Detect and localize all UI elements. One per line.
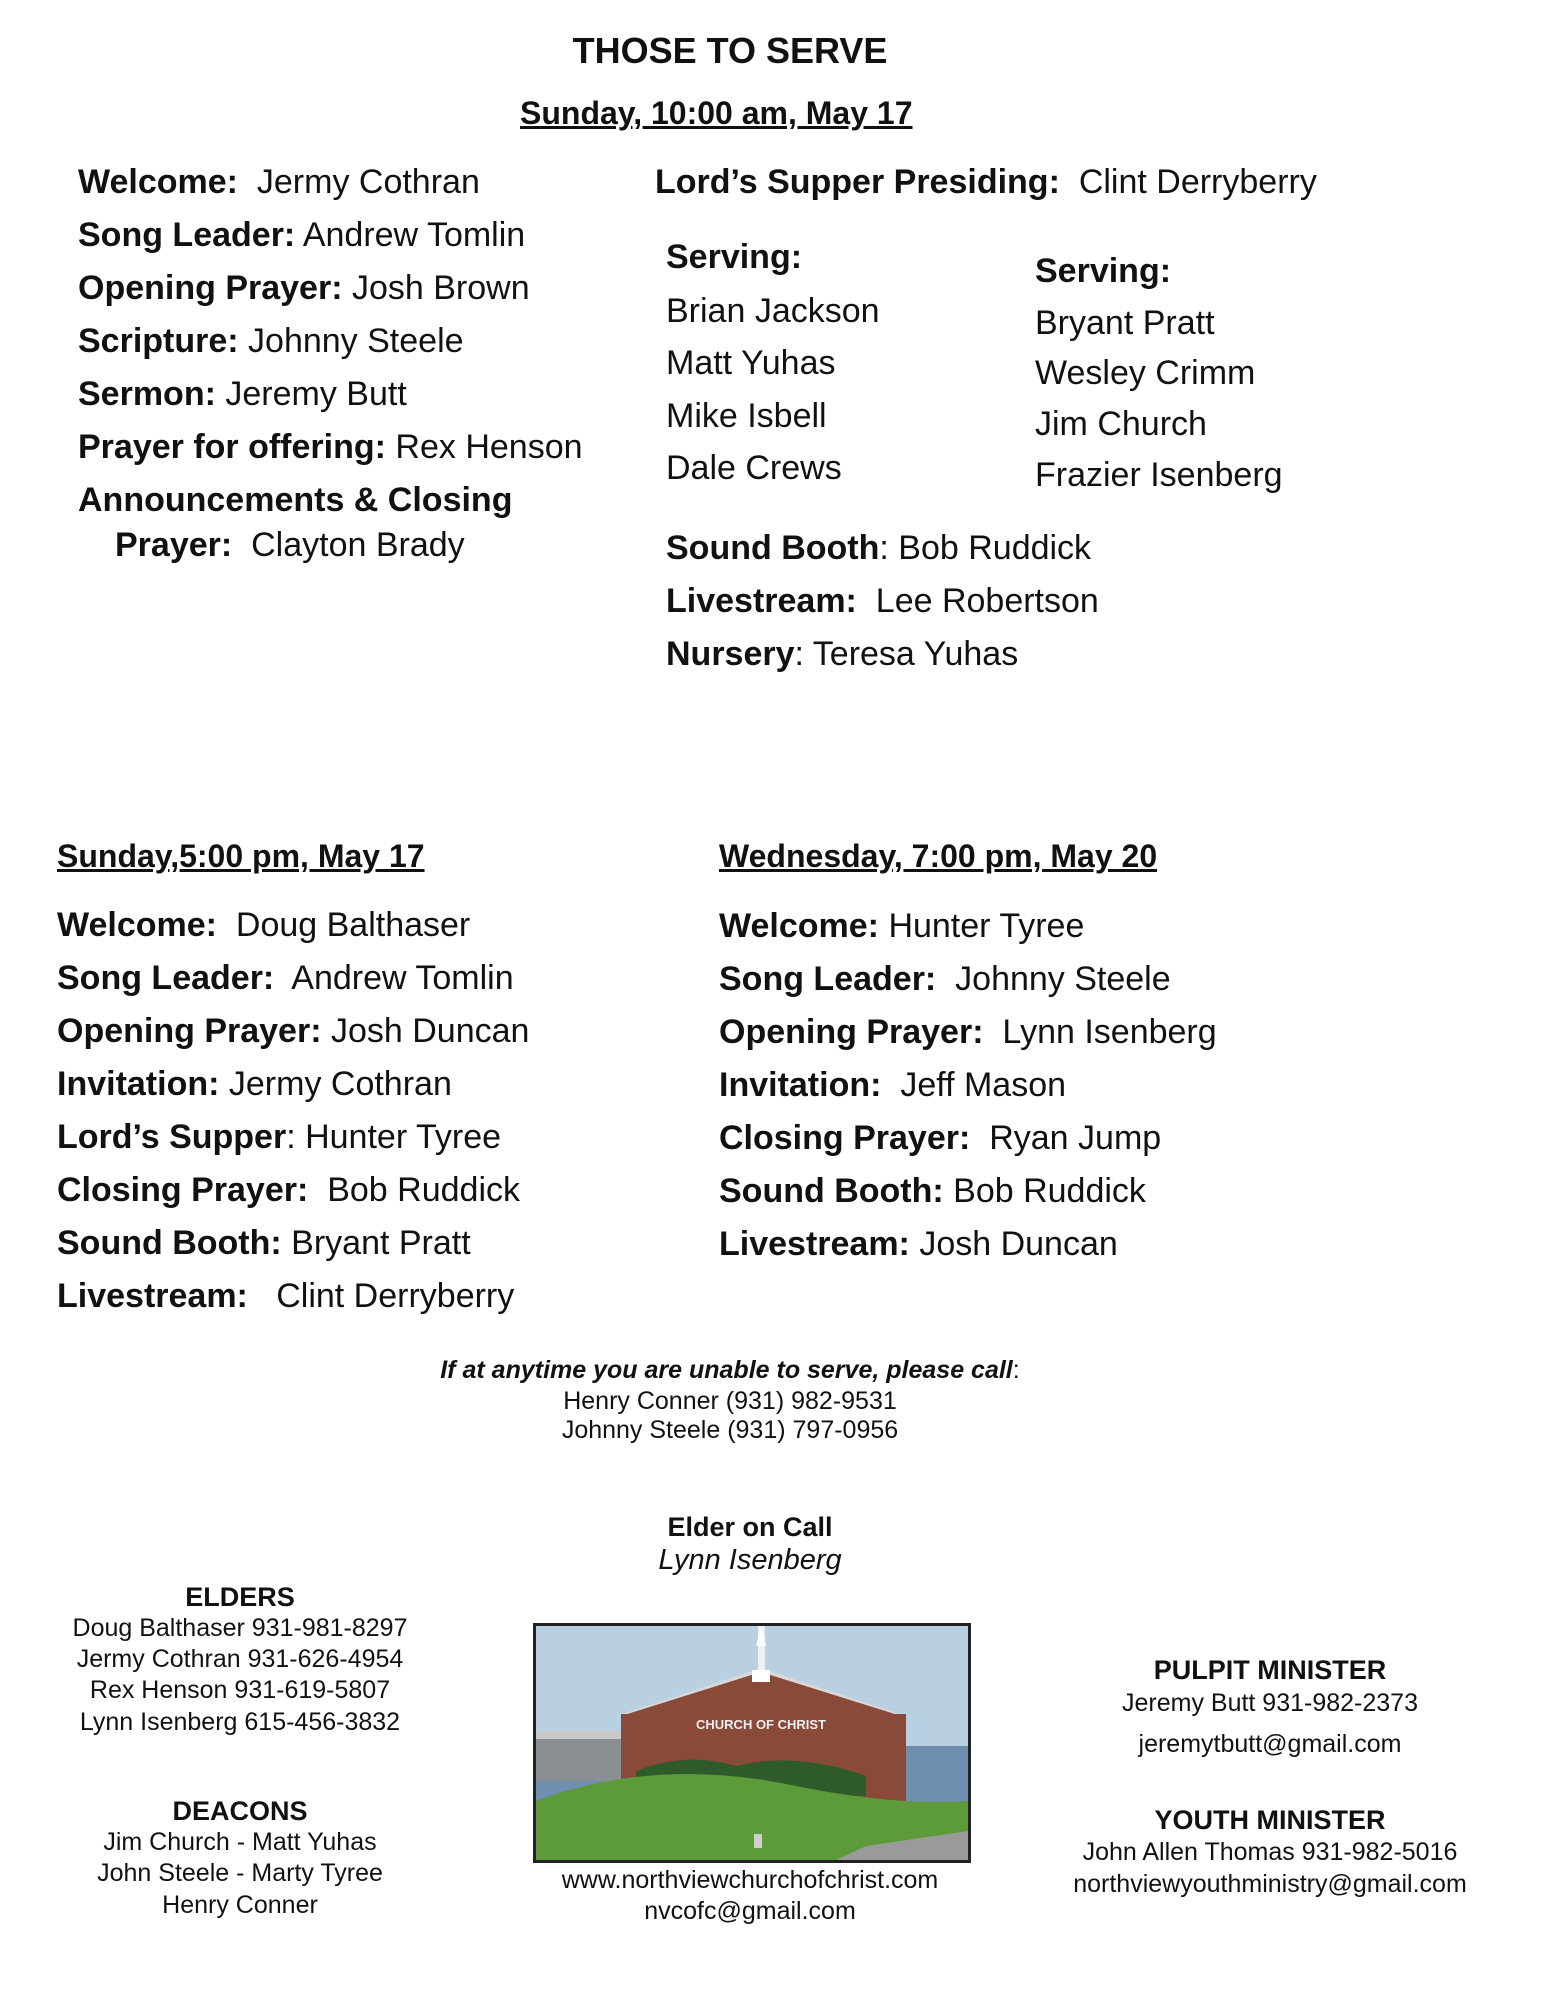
deacon-item: Henry Conner xyxy=(162,1891,318,1919)
call-note-text: If at anytime you are unable to serve, please call xyxy=(440,1356,1013,1384)
livestream-line xyxy=(666,581,1099,621)
evening-role xyxy=(57,905,470,945)
youth-email[interactable]: northviewyouthministry@gmail.com xyxy=(1073,1870,1467,1898)
role-label: Lord’s Supper xyxy=(57,1118,287,1156)
role-label: Sermon: xyxy=(78,375,216,413)
serving-heading: Serving: xyxy=(666,238,803,276)
deacon-item: Jim Church - Matt Yuhas xyxy=(103,1828,377,1856)
role-name: Josh Brown xyxy=(351,269,530,307)
role-name: Ryan Jump xyxy=(989,1119,1162,1157)
call-note: If at anytime you are unable to serve, please call: xyxy=(440,1356,1020,1384)
morning-heading: Sunday, 10:00 am, May 17 xyxy=(520,95,913,131)
server-name: Jim Church xyxy=(1035,405,1207,443)
role-name: : Teresa Yuhas xyxy=(794,635,1019,673)
role-name: Bryant Pratt xyxy=(291,1224,471,1262)
role-label: Sound Booth xyxy=(666,529,880,567)
elder-item: Jermy Cothran 931-626-4954 xyxy=(76,1645,404,1673)
role-name: Lee Robertson xyxy=(875,582,1099,620)
announcements-label: Announcements & Closing xyxy=(78,481,513,519)
wednesday-role xyxy=(719,1012,1217,1052)
morning-role xyxy=(78,162,480,202)
church-email[interactable]: nvcofc@gmail.com xyxy=(644,1897,856,1925)
elder-item: Rex Henson 931-619-5807 xyxy=(89,1676,391,1704)
morning-role xyxy=(78,215,525,255)
wednesday-role xyxy=(719,906,1084,946)
evening-role xyxy=(57,1117,501,1157)
role-name: Johnny Steele xyxy=(955,960,1171,998)
elder-item: Doug Balthaser 931-981-8297 xyxy=(72,1614,408,1642)
church-building-image xyxy=(536,1626,968,1860)
role-name: Clayton Brady xyxy=(251,526,465,564)
pulpit-email[interactable]: jeremytbutt@gmail.com xyxy=(1138,1730,1402,1758)
role-name: Andrew Tomlin xyxy=(291,959,514,997)
evening-role xyxy=(57,1223,471,1263)
server-name: Mike Isbell xyxy=(666,397,827,435)
role-name: Doug Balthaser xyxy=(235,906,471,944)
evening-role xyxy=(57,1170,520,1210)
server-name: Bryant Pratt xyxy=(1035,304,1215,342)
announcements-role xyxy=(115,525,465,565)
server-name: Dale Crews xyxy=(666,449,842,487)
evening-role xyxy=(57,1276,514,1316)
morning-role xyxy=(78,268,530,308)
evening-role xyxy=(57,958,514,998)
website-link[interactable]: www.northviewchurchofchrist.com xyxy=(561,1866,939,1894)
server-name: Frazier Isenberg xyxy=(1035,456,1283,494)
elder-on-call-name: Lynn Isenberg xyxy=(658,1544,842,1576)
role-name: Rex Henson xyxy=(395,428,583,466)
role-name: Josh Duncan xyxy=(919,1225,1118,1263)
role-name: Jermy Cothran xyxy=(256,163,480,201)
sign-text: CHURCH OF CHRIST xyxy=(696,1717,826,1732)
role-name: Bob Ruddick xyxy=(953,1172,1146,1210)
role-label: Welcome: xyxy=(57,906,217,944)
serving-heading: Serving: xyxy=(1035,252,1172,290)
role-label: Livestream: xyxy=(666,582,857,620)
role-label: Opening Prayer: xyxy=(78,269,343,307)
role-name: : Bob Ruddick xyxy=(879,529,1092,567)
youth-contact: John Allen Thomas 931-982-5016 xyxy=(1082,1838,1458,1866)
role-name: Josh Duncan xyxy=(330,1012,530,1050)
role-label: Invitation: xyxy=(719,1066,882,1104)
role-name: Jeff Mason xyxy=(900,1066,1067,1104)
role-label: Prayer: xyxy=(115,526,233,564)
call-contact: Henry Conner (931) 982-9531 xyxy=(563,1387,897,1415)
role-name: Jermy Cothran xyxy=(228,1065,452,1103)
morning-role xyxy=(78,321,464,361)
role-name: Johnny Steele xyxy=(248,322,464,360)
role-label: Livestream: xyxy=(57,1277,248,1315)
wednesday-heading: Wednesday, 7:00 pm, May 20 xyxy=(719,838,1158,874)
church-photo xyxy=(533,1623,971,1863)
role-label: Opening Prayer: xyxy=(57,1012,322,1050)
elders-heading: ELDERS xyxy=(185,1582,295,1612)
role-label: Song Leader: xyxy=(57,959,275,997)
morning-role xyxy=(78,374,407,414)
server-name: Brian Jackson xyxy=(666,292,880,330)
role-label: Closing Prayer: xyxy=(719,1119,971,1157)
sound-booth-line xyxy=(666,528,1091,568)
role-name: Lynn Isenberg xyxy=(1002,1013,1217,1051)
wednesday-role xyxy=(719,959,1171,999)
role-name: Andrew Tomlin xyxy=(302,216,526,254)
evening-role xyxy=(57,1064,452,1104)
wednesday-role xyxy=(719,1118,1161,1158)
youth-heading: YOUTH MINISTER xyxy=(1154,1805,1386,1835)
role-name: Bob Ruddick xyxy=(327,1171,520,1209)
role-label: Welcome: xyxy=(78,163,238,201)
role-label: Lord’s Supper Presiding: xyxy=(655,163,1060,201)
nursery-line xyxy=(666,634,1018,674)
role-label: Scripture: xyxy=(78,322,239,360)
pulpit-heading: PULPIT MINISTER xyxy=(1153,1655,1387,1685)
elder-on-call-label: Elder on Call xyxy=(667,1512,833,1542)
evening-role xyxy=(57,1011,529,1051)
role-name: : Hunter Tyree xyxy=(286,1118,502,1156)
deacons-heading: DEACONS xyxy=(172,1796,308,1826)
role-label: Song Leader: xyxy=(719,960,937,998)
role-name: Jeremy Butt xyxy=(225,375,407,413)
pulpit-contact: Jeremy Butt 931-982-2373 xyxy=(1121,1689,1418,1717)
role-label: Closing Prayer: xyxy=(57,1171,309,1209)
role-name: Clint Derryberry xyxy=(1078,163,1317,201)
role-label: Nursery xyxy=(666,635,795,673)
server-name: Matt Yuhas xyxy=(666,344,836,382)
elder-item: Lynn Isenberg 615-456-3832 xyxy=(79,1708,401,1736)
call-contact: Johnny Steele (931) 797-0956 xyxy=(561,1416,899,1444)
role-name: Hunter Tyree xyxy=(888,907,1085,945)
role-label: Song Leader: xyxy=(78,216,296,254)
role-label: Sound Booth: xyxy=(719,1172,944,1210)
server-name: Wesley Crimm xyxy=(1035,354,1256,392)
lords-supper-presiding xyxy=(655,162,1317,202)
morning-role xyxy=(78,427,583,467)
wednesday-role xyxy=(719,1065,1066,1105)
role-label: Opening Prayer: xyxy=(719,1013,984,1051)
page-title: THOSE TO SERVE xyxy=(572,30,888,71)
evening-heading: Sunday,5:00 pm, May 17 xyxy=(57,838,425,874)
role-label: Sound Booth: xyxy=(57,1224,282,1262)
role-label: Invitation: xyxy=(57,1065,220,1103)
wednesday-role xyxy=(719,1171,1146,1211)
wednesday-role xyxy=(719,1224,1118,1264)
role-name: Clint Derryberry xyxy=(276,1277,515,1315)
role-label: Livestream: xyxy=(719,1225,910,1263)
deacon-item: John Steele - Marty Tyree xyxy=(97,1859,383,1887)
role-label: Welcome: xyxy=(719,907,879,945)
role-label: Prayer for offering: xyxy=(78,428,386,466)
